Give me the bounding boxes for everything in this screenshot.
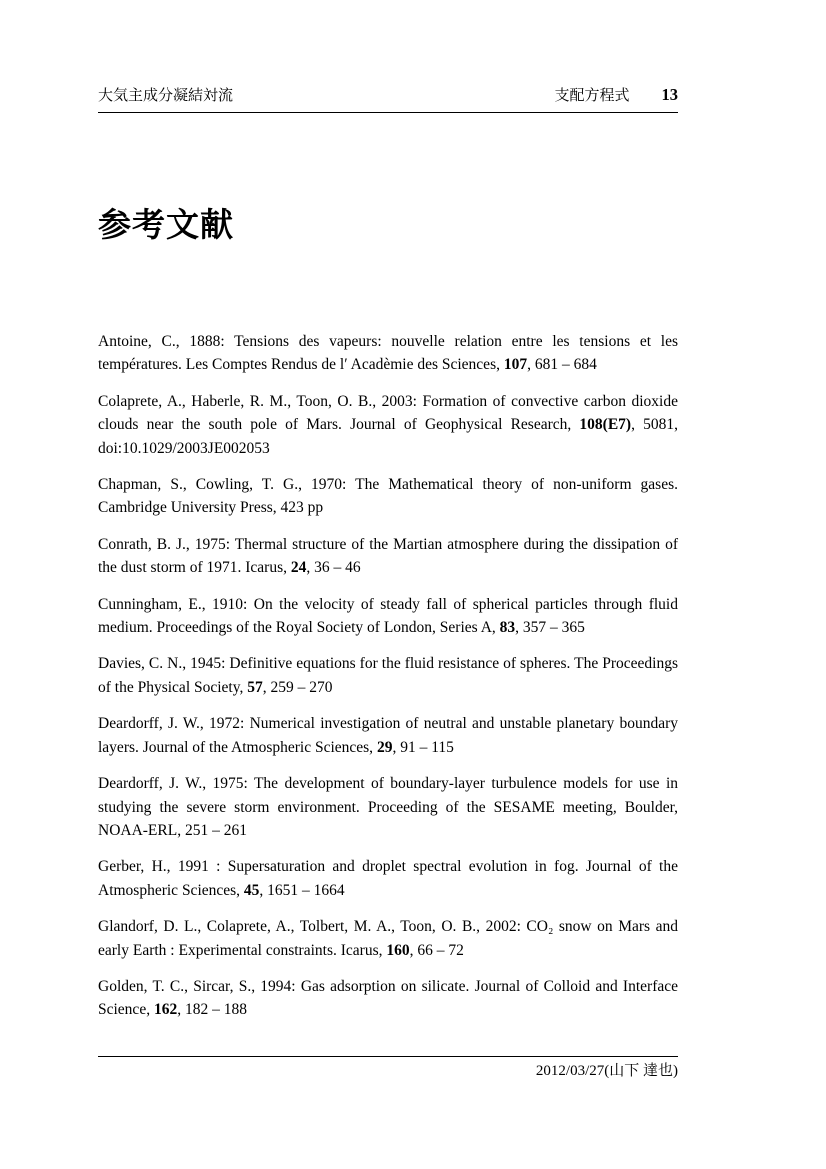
reference-text: Antoine, C., 1888: Tensions des vapeurs: nouvelle relation entre les tensions et les températures. Les Comptes Rendus de l′ Acadèmie des Sciences, <box>98 333 678 374</box>
reference-text: Deardorff, J. W., 1975: The development of boundary-layer turbulence models for use in studying the severe storm environment. Proceeding of the SESAME meeting, Boulder, NOAA-ERL, 251 – 261 <box>98 775 678 839</box>
reference-text: , 259 – 270 <box>262 678 333 696</box>
reference-text: , 1651 – 1664 <box>259 881 345 899</box>
reference-text: Gerber, H., 1991 : Supersaturation and droplet spectral evolution in fog. Journal of the Atmospheric Sciences, <box>98 858 678 899</box>
reference-entry <box>98 533 678 580</box>
volume-number: 57 <box>247 678 263 696</box>
reference-entry <box>98 855 678 902</box>
reference-entry <box>98 772 678 842</box>
reference-entry <box>98 915 678 962</box>
header-right <box>554 87 678 104</box>
reference-entry <box>98 330 678 377</box>
section-title: 参考文献 <box>98 206 234 243</box>
references-list <box>98 330 678 1035</box>
reference-text: , 357 – 365 <box>515 619 585 637</box>
reference-text: Chapman, S., Cowling, T. G., 1970: The Mathematical theory of non-uniform gases. Cambridge University Press, 423 pp <box>98 476 678 517</box>
reference-text: , 182 – 188 <box>177 1001 247 1019</box>
volume-number: 160 <box>386 941 410 959</box>
reference-entry <box>98 593 678 640</box>
volume-number: 107 <box>503 356 528 374</box>
reference-text: Colaprete, A., Haberle, R. M., Toon, O. B., 2003: Formation of convective carbon dioxide clouds near the south pole of Mars. Journal of Geophysical Research, <box>98 392 678 434</box>
volume-number: 162 <box>153 1001 178 1019</box>
reference-entry <box>98 712 678 759</box>
reference-text: Conrath, B. J., 1975: Thermal structure of the Martian atmosphere during the dissipation of the dust storm of 1971. Icarus, <box>98 535 678 577</box>
reference-entry <box>98 975 678 1022</box>
volume-number: 24 <box>290 559 307 577</box>
reference-entry <box>98 390 678 460</box>
reference-entry <box>98 473 678 520</box>
volume-number: 83 <box>499 619 516 637</box>
reference-text: Davies, C. N., 1945: Definitive equations for the fluid resistance of spheres. The Proceedings of the Physical Society, <box>98 655 678 696</box>
reference-text: , 66 – 72 <box>409 941 464 959</box>
reference-text: , 5081, doi:10.1029/2003JE002053 <box>98 416 679 457</box>
reference-entry <box>98 652 678 699</box>
volume-number: 108(E7) <box>579 416 632 434</box>
header-section-title: 支配方程式 <box>554 87 630 104</box>
page-number: 13 <box>661 85 678 104</box>
reference-text: Cunningham, E., 1910: On the velocity of steady fall of spherical particles through fluid medium. Proceedings of the Royal Society of London, Series A, <box>98 595 678 637</box>
page-header <box>98 87 678 113</box>
page-footer <box>98 1056 678 1081</box>
reference-text: Glandorf, D. L., Colaprete, A., Tolbert, M. A., Toon, O. B., 2002: CO₂ snow on Mars and early Earth : Experimental constraints. Icarus, <box>98 918 678 959</box>
reference-text: , 681 – 684 <box>527 356 597 374</box>
volume-number: 45 <box>243 881 260 899</box>
volume-number: 29 <box>376 738 393 756</box>
reference-text: , 36 – 46 <box>306 559 361 577</box>
reference-text: Deardorff, J. W., 1972: Numerical investigation of neutral and unstable planetary boundary layers. Journal of the Atmospheric Sciences, <box>98 715 678 756</box>
reference-text: , 91 – 115 <box>392 738 454 756</box>
reference-text: Golden, T. C., Sircar, S., 1994: Gas adsorption on silicate. Journal of Colloid and Interface Science, <box>98 977 678 1019</box>
header-left-title: 大気主成分凝結対流 <box>98 87 234 104</box>
footer-credit: 2012/03/27(山下 達也) <box>535 1063 678 1079</box>
